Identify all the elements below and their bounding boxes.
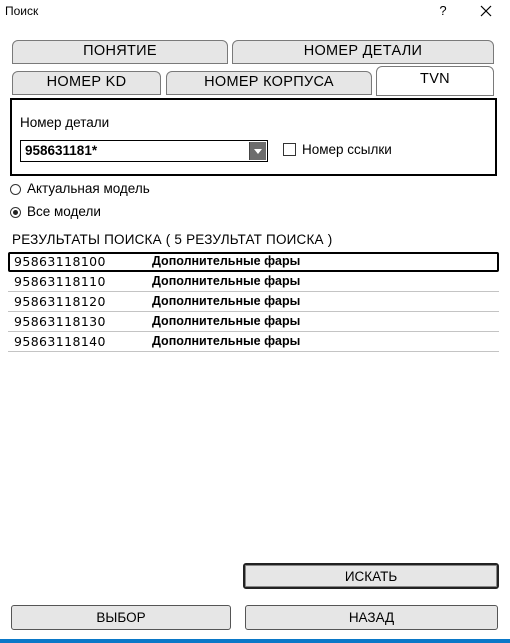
result-part-number: 95863118110	[14, 274, 106, 289]
list-item[interactable]	[8, 272, 499, 292]
list-item[interactable]	[8, 292, 499, 312]
tab-label: НОМЕР ДЕТАЛИ	[303, 43, 423, 59]
part-number-value: 958631181*	[25, 143, 98, 158]
tab-label: НОМЕР КОРПУСА	[204, 74, 334, 90]
radio-current-model-label[interactable]: Актуальная модель	[27, 181, 150, 196]
tab-kd-number[interactable]	[12, 71, 161, 95]
part-number-combobox[interactable]	[20, 140, 268, 162]
results-list	[8, 252, 499, 352]
list-item[interactable]	[8, 252, 499, 272]
window-title: Поиск	[5, 4, 39, 18]
radio-all-models-label[interactable]: Все модели	[27, 204, 101, 219]
result-part-number: 95863118140	[14, 334, 106, 349]
title-bar	[0, 0, 510, 24]
select-button-label: ВЫБОР	[96, 610, 146, 625]
back-button[interactable]	[245, 605, 498, 630]
ref-number-label[interactable]: Номер ссылки	[302, 142, 392, 157]
list-item[interactable]	[8, 312, 499, 332]
part-number-label: Номер детали	[20, 115, 110, 130]
result-part-number: 95863118120	[14, 294, 106, 309]
result-part-number: 95863118130	[14, 314, 106, 329]
window-bottom-border	[0, 639, 510, 643]
tab-tvn[interactable]	[376, 66, 494, 96]
search-button[interactable]	[243, 563, 499, 589]
tab-part-number[interactable]	[232, 40, 494, 64]
close-icon[interactable]	[478, 2, 494, 20]
list-item[interactable]	[8, 332, 499, 352]
back-button-label: НАЗАД	[348, 610, 395, 625]
result-description: Дополнительные фары	[152, 254, 301, 268]
chevron-down-icon[interactable]	[249, 142, 266, 160]
tab-label: НОМЕР KD	[46, 74, 127, 90]
tab-body-number[interactable]	[166, 71, 372, 95]
result-description: Дополнительные фары	[152, 294, 301, 308]
search-panel	[10, 98, 497, 176]
tab-label: TVN	[420, 71, 450, 87]
result-description: Дополнительные фары	[152, 314, 301, 328]
search-button-label: ИСКАТЬ	[344, 569, 398, 584]
result-description: Дополнительные фары	[152, 334, 301, 348]
radio-current-model[interactable]	[10, 184, 21, 195]
ref-number-checkbox[interactable]	[283, 143, 296, 156]
help-button[interactable]: ?	[439, 3, 447, 18]
tab-label: ПОНЯТИЕ	[83, 43, 157, 59]
results-title: РЕЗУЛЬТАТЫ ПОИСКА ( 5 РЕЗУЛЬТАТ ПОИСКА )	[12, 232, 333, 247]
select-button[interactable]	[11, 605, 231, 630]
result-description: Дополнительные фары	[152, 274, 301, 288]
radio-all-models[interactable]	[10, 207, 21, 218]
tab-concept[interactable]	[12, 40, 228, 64]
result-part-number: 95863118100	[14, 254, 106, 269]
